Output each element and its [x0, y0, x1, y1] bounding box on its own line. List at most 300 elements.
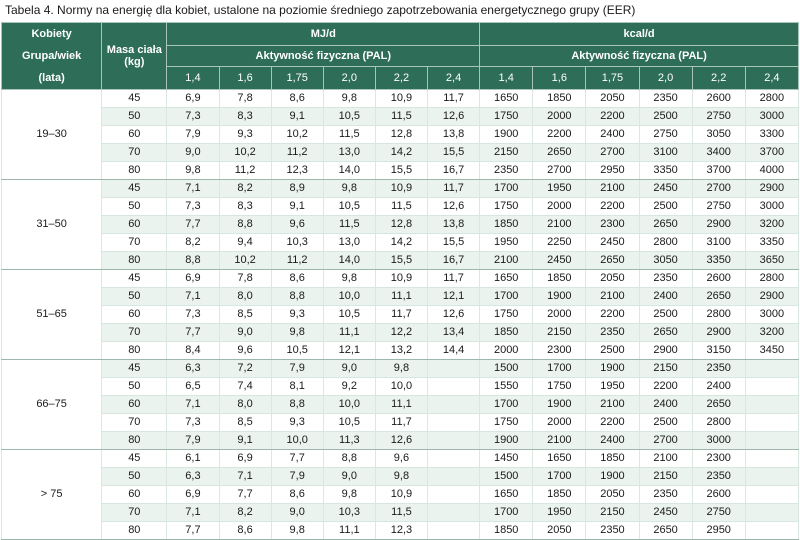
mj-value-cell: 11,1 [323, 522, 375, 540]
mj-value-cell: 9,8 [323, 180, 375, 198]
table-row [2, 486, 799, 504]
kcal-value-cell: 2400 [639, 396, 692, 414]
kcal-value-cell [745, 468, 798, 486]
kcal-value-cell: 2450 [533, 252, 586, 270]
mj-value-cell: 14,2 [375, 234, 427, 252]
kcal-value-cell: 2650 [692, 288, 745, 306]
kcal-value-cell: 2400 [639, 288, 692, 306]
kcal-value-cell: 2650 [639, 216, 692, 234]
kcal-value-cell: 2100 [480, 252, 533, 270]
kcal-value-cell: 2350 [639, 90, 692, 108]
kcal-value-cell: 1900 [586, 360, 639, 378]
kcal-value-cell: 2650 [692, 396, 745, 414]
mj-value-cell: 8,6 [271, 270, 323, 288]
kcal-value-cell: 2800 [692, 306, 745, 324]
kcal-value-cell: 2100 [586, 396, 639, 414]
mj-value-cell: 9,1 [271, 198, 323, 216]
kcal-value-cell: 1700 [480, 504, 533, 522]
kcal-value-cell: 2750 [692, 108, 745, 126]
body-mass-cell: 60 [102, 396, 167, 414]
mj-value-cell: 7,8 [219, 270, 271, 288]
mj-value-cell: 9,1 [271, 108, 323, 126]
kcal-value-cell: 1700 [533, 360, 586, 378]
mj-value-cell: 7,7 [167, 216, 219, 234]
mj-value-cell: 9,8 [323, 270, 375, 288]
mj-value-cell: 7,9 [167, 126, 219, 144]
kcal-value-cell: 2350 [480, 162, 533, 180]
kcal-value-cell: 2150 [639, 360, 692, 378]
kcal-value-cell: 2950 [692, 522, 745, 540]
kcal-value-cell: 2700 [639, 432, 692, 450]
mj-value-cell: 8,8 [323, 450, 375, 468]
mj-value-cell: 8,3 [219, 198, 271, 216]
kcal-value-cell: 2900 [745, 288, 798, 306]
kcal-value-cell: 2750 [692, 504, 745, 522]
kcal-value-cell: 3350 [745, 234, 798, 252]
mj-unit-header: MJ/d [167, 23, 480, 46]
mj-value-cell: 10,9 [375, 486, 427, 504]
body-mass-cell: 50 [102, 108, 167, 126]
kcal-value-cell: 2450 [639, 504, 692, 522]
kcal-value-cell [745, 414, 798, 432]
kcal-value-cell [745, 396, 798, 414]
kcal-value-cell: 1950 [586, 378, 639, 396]
mj-value-cell: 10,0 [271, 432, 323, 450]
kcal-value-cell: 2100 [533, 216, 586, 234]
kcal-value-cell: 2000 [533, 108, 586, 126]
mj-value-cell [428, 360, 480, 378]
age-group-cell: 31–50 [2, 180, 102, 270]
mj-value-cell: 13,8 [428, 216, 480, 234]
mj-value-cell: 8,6 [219, 522, 271, 540]
kcal-value-cell: 1850 [533, 90, 586, 108]
kcal-value-cell: 1650 [533, 450, 586, 468]
kcal-value-cell: 2500 [586, 342, 639, 360]
kcal-value-cell: 3700 [692, 162, 745, 180]
body-mass-cell: 80 [102, 162, 167, 180]
kcal-value-cell: 1850 [480, 324, 533, 342]
mj-value-cell: 10,9 [375, 180, 427, 198]
table-row [2, 414, 799, 432]
body-mass-cell: 60 [102, 306, 167, 324]
mj-value-cell: 8,5 [219, 414, 271, 432]
kcal-value-cell: 2400 [692, 378, 745, 396]
mj-value-cell: 11,1 [375, 288, 427, 306]
kcal-value-cell: 1850 [480, 522, 533, 540]
kcal-value-cell: 2200 [586, 414, 639, 432]
mj-value-cell: 12,6 [375, 432, 427, 450]
mj-value-cell: 9,8 [271, 324, 323, 342]
kcal-value-cell: 1700 [480, 180, 533, 198]
mj-value-cell: 7,3 [167, 414, 219, 432]
kcal-value-cell: 3050 [692, 126, 745, 144]
kcal-value-cell: 2050 [586, 270, 639, 288]
kcal-value-cell: 3100 [692, 234, 745, 252]
mj-value-cell: 9,0 [323, 360, 375, 378]
kcal-value-cell: 3000 [745, 198, 798, 216]
kcal-value-cell: 2900 [745, 180, 798, 198]
mj-value-cell: 15,5 [375, 252, 427, 270]
table-row [2, 162, 799, 180]
mj-value-cell: 12,3 [375, 522, 427, 540]
table-row [2, 522, 799, 540]
kcal-value-cell: 2450 [586, 234, 639, 252]
table-row [2, 432, 799, 450]
mj-value-cell: 9,1 [219, 432, 271, 450]
mj-value-cell: 12,6 [428, 306, 480, 324]
body-mass-cell: 70 [102, 324, 167, 342]
kcal-value-cell: 2000 [480, 342, 533, 360]
mj-value-cell: 9,0 [271, 504, 323, 522]
energy-norms-table [1, 22, 799, 540]
kcal-value-cell: 3650 [745, 252, 798, 270]
body-mass-cell: 80 [102, 252, 167, 270]
table-row [2, 234, 799, 252]
table-row [2, 306, 799, 324]
kcal-value-cell: 2650 [586, 252, 639, 270]
mj-pal-value-header: 1,4 [167, 66, 219, 89]
age-group-cell: 66–75 [2, 360, 102, 450]
kcal-value-cell: 2150 [533, 324, 586, 342]
mj-value-cell: 12,6 [428, 108, 480, 126]
kcal-value-cell: 2800 [639, 234, 692, 252]
mj-value-cell: 15,5 [428, 144, 480, 162]
table-row [2, 450, 799, 468]
mj-pal-value-header: 2,4 [428, 66, 480, 89]
mj-value-cell: 7,9 [271, 468, 323, 486]
table-row [2, 144, 799, 162]
kcal-value-cell: 3100 [639, 144, 692, 162]
mj-value-cell: 10,5 [323, 306, 375, 324]
mj-value-cell: 11,2 [219, 162, 271, 180]
mj-value-cell: 8,2 [219, 504, 271, 522]
mj-value-cell: 11,5 [323, 126, 375, 144]
kcal-value-cell: 2650 [639, 324, 692, 342]
body-mass-cell: 70 [102, 144, 167, 162]
mj-value-cell: 8,0 [219, 396, 271, 414]
kcal-value-cell: 2400 [586, 126, 639, 144]
mj-value-cell: 8,0 [219, 288, 271, 306]
kcal-value-cell: 1550 [480, 378, 533, 396]
body-mass-cell: 80 [102, 432, 167, 450]
mj-value-cell: 12,6 [428, 198, 480, 216]
mj-value-cell: 13,0 [323, 234, 375, 252]
mj-value-cell: 7,7 [219, 486, 271, 504]
mj-value-cell: 10,5 [271, 342, 323, 360]
mj-value-cell: 10,5 [323, 414, 375, 432]
mj-value-cell: 8,1 [271, 378, 323, 396]
group-header-line-1: Kobiety [31, 28, 72, 40]
kcal-value-cell: 2300 [533, 342, 586, 360]
mj-value-cell: 9,6 [219, 342, 271, 360]
mj-value-cell: 7,3 [167, 108, 219, 126]
body-mass-cell: 45 [102, 270, 167, 288]
mj-value-cell: 7,7 [271, 450, 323, 468]
kcal-value-cell: 1900 [533, 396, 586, 414]
kcal-value-cell: 3450 [745, 342, 798, 360]
mj-value-cell: 11,1 [375, 396, 427, 414]
mj-value-cell: 8,8 [271, 288, 323, 306]
table-row [2, 270, 799, 288]
kcal-value-cell: 1750 [480, 198, 533, 216]
table-row [2, 180, 799, 198]
mj-value-cell: 6,9 [167, 486, 219, 504]
mj-value-cell: 11,7 [375, 414, 427, 432]
table-row [2, 126, 799, 144]
mj-value-cell: 9,8 [167, 162, 219, 180]
body-mass-cell: 70 [102, 414, 167, 432]
mj-value-cell: 10,2 [219, 252, 271, 270]
mj-value-cell: 6,1 [167, 450, 219, 468]
mj-value-cell: 11,3 [323, 432, 375, 450]
kcal-value-cell: 3700 [745, 144, 798, 162]
mj-value-cell: 12,8 [375, 216, 427, 234]
mj-value-cell: 7,7 [167, 324, 219, 342]
mj-value-cell: 7,1 [167, 396, 219, 414]
mj-value-cell: 16,7 [428, 252, 480, 270]
kcal-value-cell: 2650 [533, 144, 586, 162]
table-row [2, 288, 799, 306]
kcal-value-cell: 2600 [692, 270, 745, 288]
kcal-value-cell: 2450 [639, 180, 692, 198]
body-mass-cell: 50 [102, 378, 167, 396]
kcal-value-cell: 2150 [586, 504, 639, 522]
mj-value-cell [428, 468, 480, 486]
mj-pal-header: Aktywność fizyczna (PAL) [167, 46, 480, 67]
mj-value-cell: 9,3 [219, 126, 271, 144]
mj-value-cell: 8,8 [167, 252, 219, 270]
kcal-value-cell: 2150 [639, 468, 692, 486]
table-row [2, 198, 799, 216]
mj-pal-value-header: 2,0 [323, 66, 375, 89]
kcal-value-cell: 1750 [480, 414, 533, 432]
kcal-value-cell: 2700 [692, 180, 745, 198]
kcal-value-cell: 2100 [533, 432, 586, 450]
kcal-value-cell: 2300 [692, 450, 745, 468]
mj-value-cell: 12,1 [428, 288, 480, 306]
mj-value-cell: 8,8 [271, 396, 323, 414]
table-row [2, 216, 799, 234]
mj-value-cell: 9,8 [375, 360, 427, 378]
kcal-value-cell: 2800 [692, 414, 745, 432]
kcal-value-cell: 2500 [639, 198, 692, 216]
kcal-value-cell: 2800 [745, 90, 798, 108]
kcal-value-cell: 1850 [586, 450, 639, 468]
mj-value-cell: 13,4 [428, 324, 480, 342]
mj-value-cell: 7,1 [219, 468, 271, 486]
kcal-pal-value-header: 2,0 [639, 66, 692, 89]
kcal-value-cell: 2650 [639, 522, 692, 540]
mj-value-cell: 7,1 [167, 180, 219, 198]
mj-value-cell: 9,3 [271, 306, 323, 324]
body-mass-cell: 60 [102, 486, 167, 504]
kcal-value-cell: 2200 [586, 108, 639, 126]
mj-value-cell: 11,5 [375, 108, 427, 126]
mj-value-cell: 11,2 [271, 144, 323, 162]
kcal-value-cell: 1850 [533, 486, 586, 504]
mj-value-cell: 6,9 [219, 450, 271, 468]
kcal-value-cell: 2100 [639, 450, 692, 468]
kcal-value-cell: 2500 [639, 306, 692, 324]
mj-value-cell: 8,3 [219, 108, 271, 126]
mj-value-cell [428, 414, 480, 432]
group-age-header [2, 23, 102, 90]
mj-value-cell: 12,8 [375, 126, 427, 144]
mj-value-cell: 9,0 [219, 324, 271, 342]
mj-value-cell: 13,0 [323, 144, 375, 162]
kcal-value-cell: 2200 [639, 378, 692, 396]
mj-value-cell: 11,5 [375, 198, 427, 216]
kcal-value-cell: 2400 [586, 432, 639, 450]
kcal-value-cell: 3400 [692, 144, 745, 162]
table-body [2, 90, 799, 540]
mj-value-cell: 9,6 [271, 216, 323, 234]
mj-value-cell: 11,7 [375, 306, 427, 324]
mj-value-cell: 7,1 [167, 504, 219, 522]
mj-value-cell: 11,7 [428, 180, 480, 198]
kcal-value-cell: 3350 [639, 162, 692, 180]
mj-value-cell: 9,8 [323, 90, 375, 108]
mj-value-cell: 9,8 [375, 468, 427, 486]
kcal-unit-header: kcal/d [480, 23, 799, 46]
kcal-value-cell: 1950 [533, 504, 586, 522]
mj-value-cell [428, 450, 480, 468]
kcal-value-cell: 3150 [692, 342, 745, 360]
kcal-value-cell: 1750 [533, 378, 586, 396]
mj-value-cell: 10,0 [323, 396, 375, 414]
kcal-value-cell: 1750 [480, 108, 533, 126]
mj-value-cell: 14,2 [375, 144, 427, 162]
mj-value-cell: 12,2 [375, 324, 427, 342]
kcal-value-cell: 2050 [533, 522, 586, 540]
mj-value-cell: 7,9 [167, 432, 219, 450]
kcal-value-cell: 2950 [586, 162, 639, 180]
mj-value-cell: 8,6 [271, 486, 323, 504]
mj-value-cell: 7,3 [167, 198, 219, 216]
mj-value-cell: 8,8 [219, 216, 271, 234]
body-mass-cell: 45 [102, 360, 167, 378]
kcal-value-cell: 1850 [533, 270, 586, 288]
mj-value-cell: 7,7 [167, 522, 219, 540]
mj-value-cell: 13,2 [375, 342, 427, 360]
kcal-value-cell: 2750 [639, 126, 692, 144]
mj-value-cell: 11,5 [323, 216, 375, 234]
table-row [2, 360, 799, 378]
body-mass-cell: 50 [102, 468, 167, 486]
mj-value-cell: 7,1 [167, 288, 219, 306]
kcal-value-cell: 2200 [586, 306, 639, 324]
mj-value-cell [428, 486, 480, 504]
kcal-value-cell: 2700 [586, 144, 639, 162]
table-row [2, 504, 799, 522]
mj-value-cell [428, 522, 480, 540]
mass-header-line-2: (kg) [124, 56, 145, 68]
age-group-cell: 19–30 [2, 90, 102, 180]
kcal-value-cell: 3300 [745, 126, 798, 144]
kcal-value-cell: 2100 [586, 288, 639, 306]
mj-value-cell: 6,9 [167, 270, 219, 288]
kcal-pal-value-header: 2,2 [692, 66, 745, 89]
mj-value-cell: 12,3 [271, 162, 323, 180]
mj-value-cell: 10,5 [323, 108, 375, 126]
table-row [2, 108, 799, 126]
mj-pal-value-header: 1,6 [219, 66, 271, 89]
kcal-value-cell: 2000 [533, 414, 586, 432]
age-group-cell: > 75 [2, 450, 102, 540]
kcal-value-cell [745, 378, 798, 396]
body-mass-cell: 60 [102, 126, 167, 144]
mj-value-cell: 10,0 [323, 288, 375, 306]
kcal-value-cell: 1500 [480, 360, 533, 378]
table-caption: Tabela 4. Normy na energię dla kobiet, ustalone na poziomie średniego zapotrzebowania energetycznego grupy (EER) [5, 3, 636, 17]
group-header-line-3: (lata) [38, 72, 65, 84]
table-row [2, 378, 799, 396]
mj-value-cell: 9,4 [219, 234, 271, 252]
mj-value-cell: 8,2 [219, 180, 271, 198]
body-mass-cell: 70 [102, 234, 167, 252]
kcal-value-cell [745, 360, 798, 378]
kcal-value-cell: 1450 [480, 450, 533, 468]
mj-value-cell: 11,2 [271, 252, 323, 270]
kcal-value-cell: 2900 [639, 342, 692, 360]
mj-value-cell: 11,7 [428, 270, 480, 288]
mj-value-cell: 8,4 [167, 342, 219, 360]
kcal-value-cell: 2150 [480, 144, 533, 162]
mj-value-cell: 9,2 [323, 378, 375, 396]
kcal-value-cell: 2350 [639, 270, 692, 288]
age-group-cell: 51–65 [2, 270, 102, 360]
kcal-value-cell: 4000 [745, 162, 798, 180]
mj-value-cell: 16,7 [428, 162, 480, 180]
kcal-value-cell: 1700 [533, 468, 586, 486]
kcal-value-cell: 2900 [692, 216, 745, 234]
mj-value-cell: 9,0 [167, 144, 219, 162]
mj-value-cell: 6,3 [167, 468, 219, 486]
kcal-value-cell: 2250 [533, 234, 586, 252]
group-header-line-2: Grupa/wiek [21, 50, 82, 62]
mj-value-cell: 8,2 [167, 234, 219, 252]
mj-value-cell: 14,4 [428, 342, 480, 360]
mj-value-cell [428, 378, 480, 396]
table-row [2, 396, 799, 414]
kcal-value-cell: 2500 [639, 108, 692, 126]
mj-value-cell: 7,2 [219, 360, 271, 378]
mj-pal-value-header: 1,75 [271, 66, 323, 89]
mj-value-cell: 9,3 [271, 414, 323, 432]
mj-value-cell: 8,6 [271, 90, 323, 108]
body-mass-cell: 70 [102, 504, 167, 522]
mj-value-cell: 13,8 [428, 126, 480, 144]
table-row [2, 468, 799, 486]
kcal-value-cell [745, 486, 798, 504]
kcal-value-cell [745, 450, 798, 468]
mj-value-cell: 11,5 [375, 504, 427, 522]
kcal-value-cell [745, 504, 798, 522]
mj-value-cell: 8,5 [219, 306, 271, 324]
kcal-value-cell [745, 522, 798, 540]
mj-value-cell: 7,8 [219, 90, 271, 108]
mj-value-cell: 10,2 [219, 144, 271, 162]
kcal-pal-value-header: 1,4 [480, 66, 533, 89]
mj-value-cell: 10,5 [323, 198, 375, 216]
kcal-value-cell: 1900 [533, 288, 586, 306]
kcal-value-cell: 2050 [586, 486, 639, 504]
mass-header-line-1: Masa ciała [106, 44, 162, 56]
body-mass-cell: 80 [102, 342, 167, 360]
kcal-value-cell: 2200 [533, 126, 586, 144]
mj-value-cell: 10,2 [271, 126, 323, 144]
table-row [2, 324, 799, 342]
